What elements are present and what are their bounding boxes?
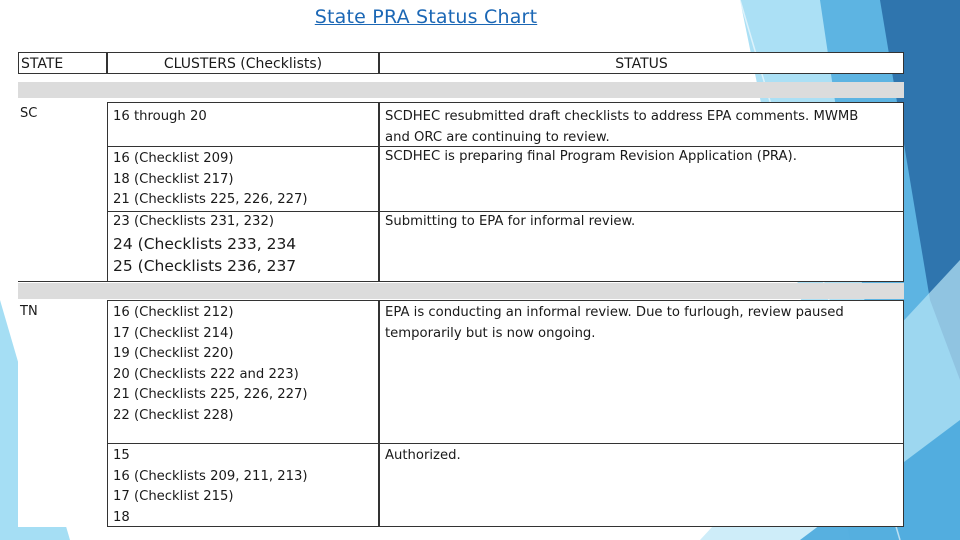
cluster-line: 16 (Checklists 209, 211, 213) [113,468,308,484]
cluster-line: 17 (Checklist 215) [113,489,234,504]
status-cell [379,212,904,282]
header-status: STATUS [379,52,904,74]
cluster-line: 16 through 20 [113,109,207,124]
status-line: SCDHEC resubmitted draft checklists to address EPA comments. MWMB [385,109,859,124]
cluster-line: 23 (Checklists 231, 232) [113,214,274,229]
cluster-line: 19 (Checklist 220) [113,346,234,361]
cluster-line: 21 (Checklists 225, 226, 227) [113,192,308,207]
cluster-line: 15 [113,448,130,463]
cluster-line: 22 (Checklist 228) [113,407,234,423]
status-cell [379,102,904,147]
clusters-cell [107,147,379,212]
header-clusters: CLUSTERS (Checklists) [107,52,379,74]
page-title: State PRA Status Chart [314,6,538,28]
status-line: SCDHEC is preparing final Program Revision Application (PRA). [385,149,797,164]
header-state: STATE [18,52,107,74]
separator-band [18,283,904,299]
status-cell [379,300,904,444]
status-line: Submitting to EPA for informal review. [385,214,636,229]
cluster-line: 24 (Checklists 233, 234 [113,234,297,253]
cluster-line: 18 (Checklist 217) [113,171,234,187]
separator-band [18,82,904,98]
clusters-cell [107,212,379,282]
status-cell [379,147,904,212]
cluster-line: 16 (Checklist 209) [113,151,234,166]
state-cell-sc: SC [18,102,107,282]
cluster-line: 20 (Checklists 222 and 223) [113,366,299,382]
status-line: Authorized. [385,448,461,463]
state-cell-tn: TN [18,300,107,527]
cluster-line: 16 (Checklist 212) [113,305,234,320]
clusters-cell [107,444,379,527]
status-line: temporarily but is now ongoing. [385,325,596,341]
clusters-cell [107,102,379,147]
cluster-line: 25 (Checklists 236, 237 [113,256,297,275]
status-line: and ORC are continuing to review. [385,129,610,145]
cluster-line: 17 (Checklist 214) [113,325,234,341]
clusters-cell [107,300,379,444]
status-line: EPA is conducting an informal review. Due to furlough, review paused [385,305,844,320]
status-cell [379,444,904,527]
cluster-line: 18 [113,509,130,525]
cluster-line: 21 (Checklists 225, 226, 227) [113,387,308,402]
